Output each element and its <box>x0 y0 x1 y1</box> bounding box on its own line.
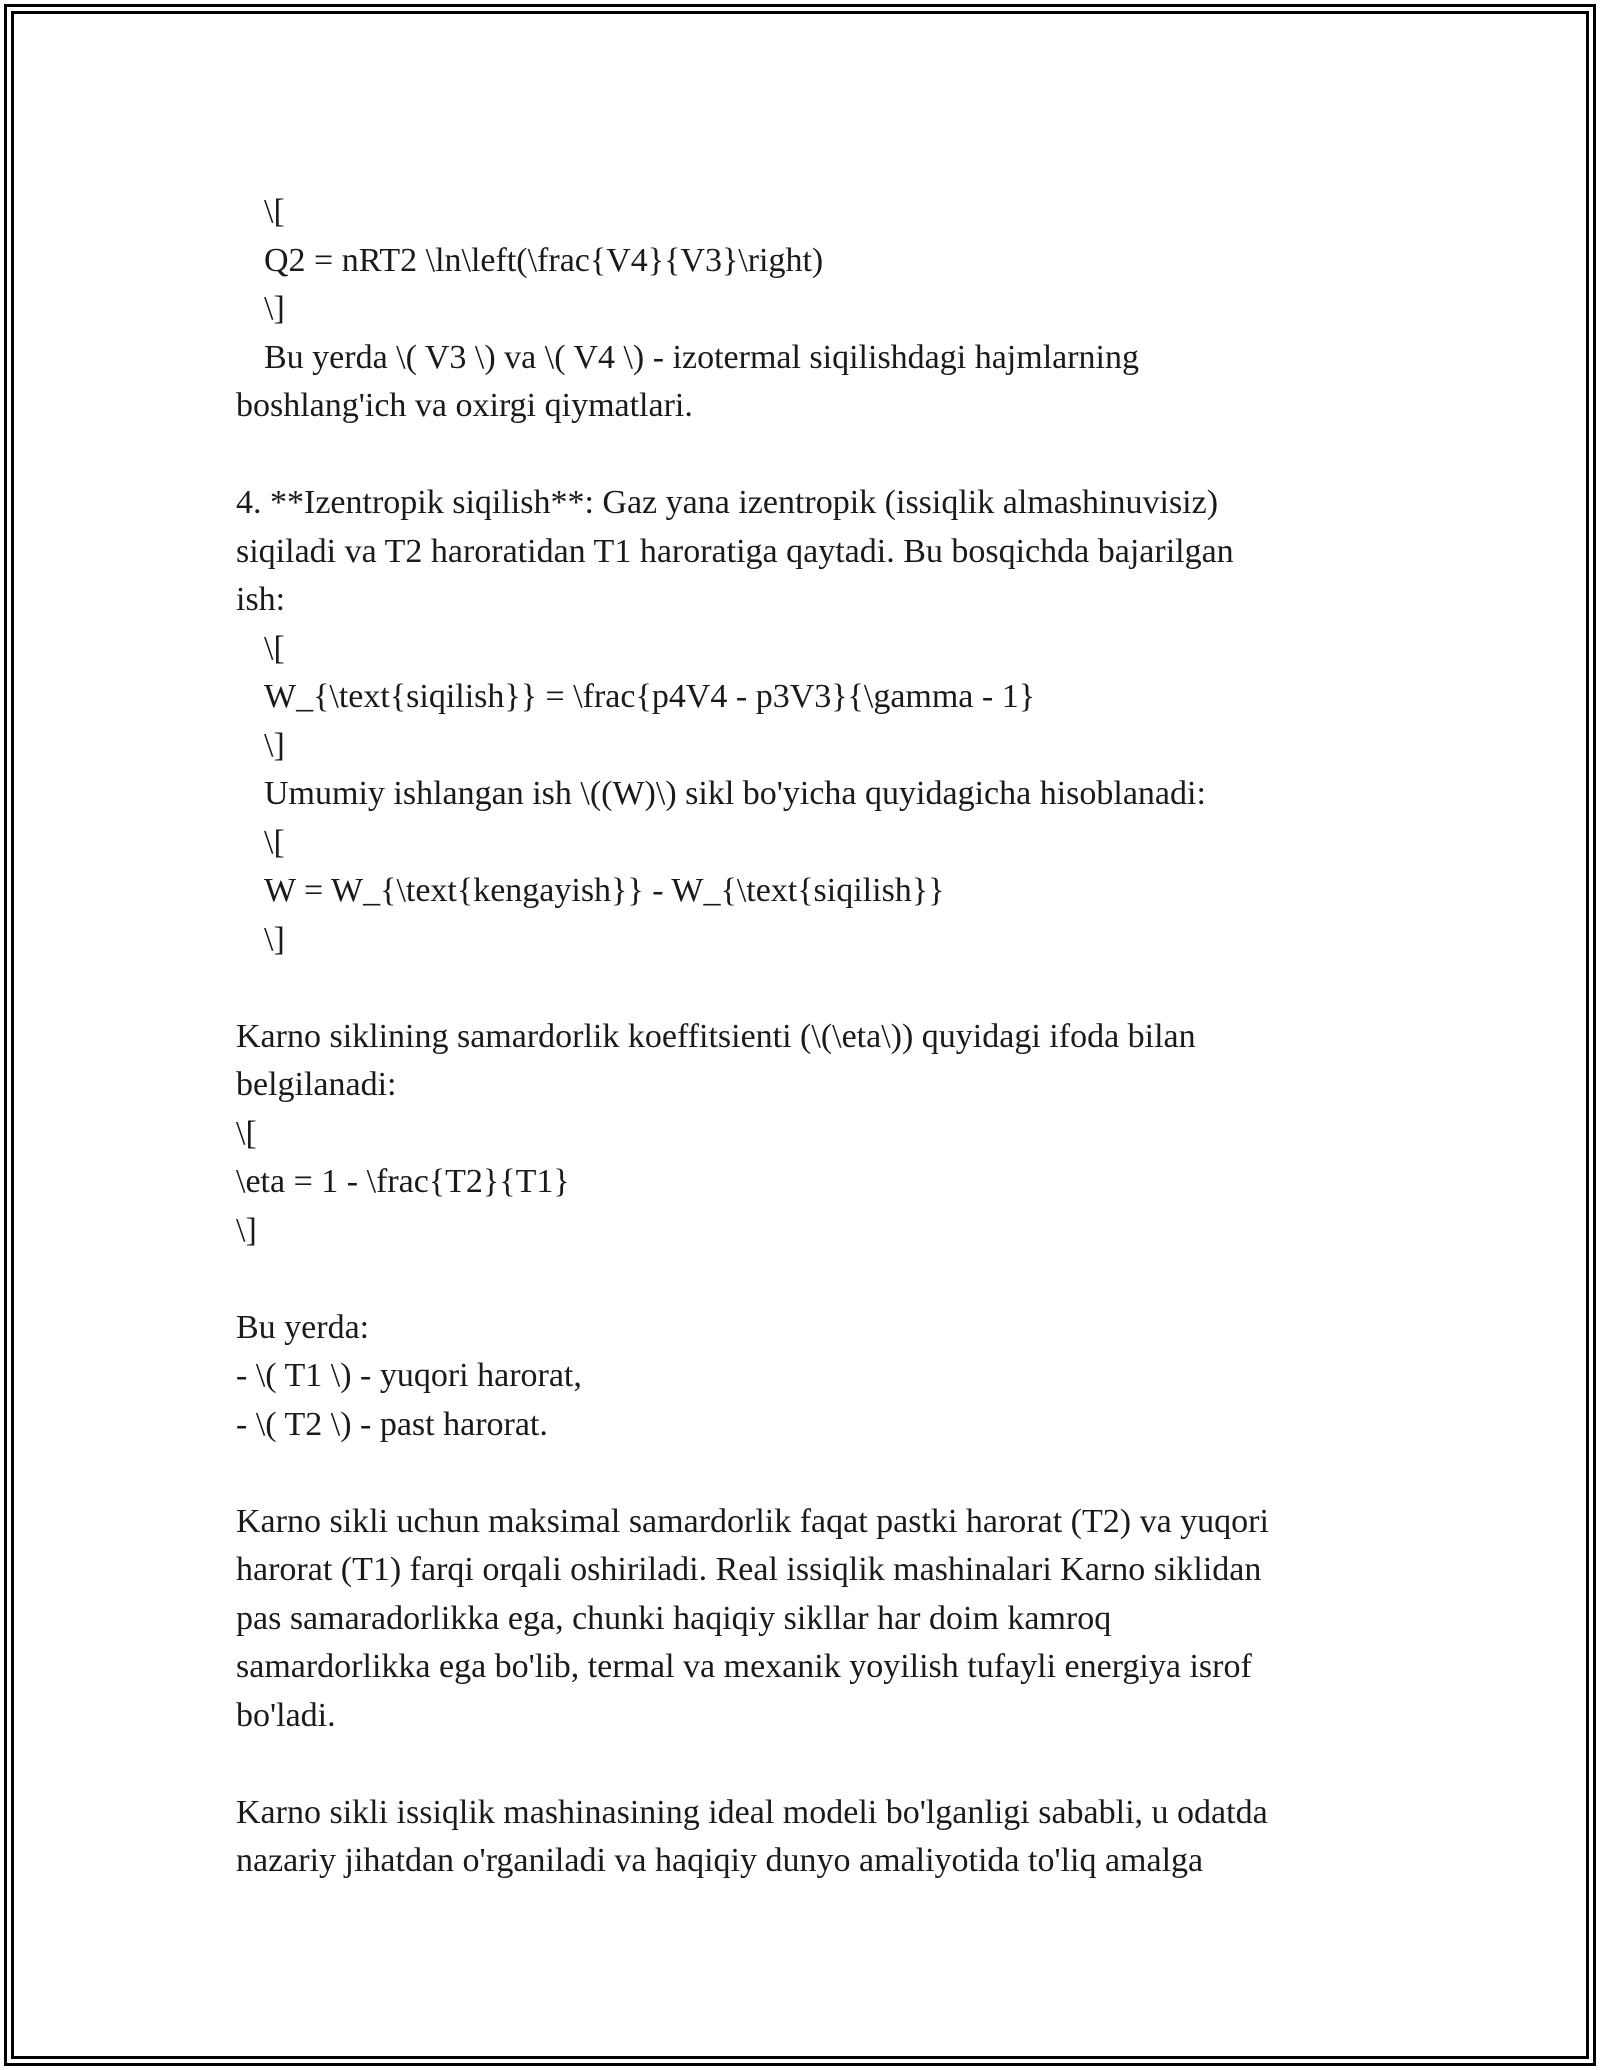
display-math-open: \[ <box>236 1114 257 1152</box>
q2-formula-block <box>236 188 1366 431</box>
paragraph-line: bo'ladi. <box>236 1696 336 1734</box>
document-body <box>236 188 1366 1886</box>
paragraph-line: harorat (T1) farqi orqali oshiriladi. Real issiqlik mashinalari Karno siklidan <box>236 1551 1262 1588</box>
paragraph-line: Karno sikli issiqlik mashinasining ideal modeli bo'lganligi sababli, u odatda <box>236 1793 1268 1831</box>
total-work-note: Umumiy ishlangan ish \((W)\) sikl bo'yicha quyidagicha hisoblanadi: <box>264 775 1206 812</box>
efficiency-text-line: Karno siklining samardorlik koeffitsienti (\(\eta\)) quyidagi ifoda bilan <box>236 1017 1196 1055</box>
paragraph-ideal-model <box>236 1789 1366 1886</box>
step4-section <box>236 479 1366 964</box>
where-heading: Bu yerda: <box>236 1308 370 1346</box>
efficiency-text-line: belgilanadi: <box>236 1066 397 1103</box>
display-math-open: \[ <box>264 193 285 230</box>
display-math-close: \] <box>264 726 285 764</box>
step4-text-line: ish: <box>236 581 286 618</box>
paragraph-line: nazariy jihatdan o'rganiladi va haqiqiy dunyo amaliyotida to'liq amalga <box>236 1842 1204 1879</box>
efficiency-formula: \eta = 1 - \frac{T2}{T1} <box>236 1163 570 1200</box>
display-math-close: \] <box>236 1211 257 1249</box>
q2-formula: Q2 = nRT2 \ln\left(\frac{V4}{V3}\right) <box>264 241 824 279</box>
spacer <box>236 964 1366 1013</box>
where-list-item: - \( T1 \) - yuqori harorat, <box>236 1357 582 1394</box>
step4-text-line: 4. **Izentropik siqilish**: Gaz yana izentropik (issiqlik almashinuvisiz) <box>236 484 1219 521</box>
where-list-item: - \( T2 \) - past harorat. <box>236 1405 548 1443</box>
total-work-formula: W = W_{\text{kengayish}} - W_{\text{siqilish}} <box>264 872 945 909</box>
step4-text-line: siqiladi va T2 haroratidan T1 haroratiga qaytadi. Bu bosqichda bajarilgan <box>236 532 1234 570</box>
compression-work-formula: W_{\text{siqilish}} = \frac{p4V4 - p3V3}{\gamma - 1} <box>264 678 1036 715</box>
spacer <box>236 1255 1366 1304</box>
display-math-open: \[ <box>264 629 285 667</box>
display-math-close: \] <box>264 290 285 327</box>
paragraph-max-efficiency <box>236 1498 1366 1741</box>
q2-note-line: Bu yerda \( V3 \) va \( V4 \) - izotermal siqilishdagi hajmlarning <box>264 338 1140 376</box>
display-math-close: \] <box>264 920 285 958</box>
spacer <box>236 1740 1366 1789</box>
paragraph-line: pas samaradorlikka ega, chunki haqiqiy sikllar har doim kamroq <box>236 1599 1112 1637</box>
display-math-open: \[ <box>264 823 285 861</box>
efficiency-section <box>236 1013 1366 1256</box>
paragraph-line: Karno sikli uchun maksimal samardorlik faqat pastki harorat (T2) va yuqori <box>236 1502 1269 1540</box>
q2-note-line: boshlang'ich va oxirgi qiymatlari. <box>236 387 693 424</box>
spacer <box>236 431 1366 480</box>
paragraph-line: samardorlikka ega bo'lib, termal va mexanik yoyilish tufayli energiya isrof <box>236 1648 1252 1685</box>
spacer <box>236 1449 1366 1498</box>
where-section <box>236 1304 1366 1450</box>
